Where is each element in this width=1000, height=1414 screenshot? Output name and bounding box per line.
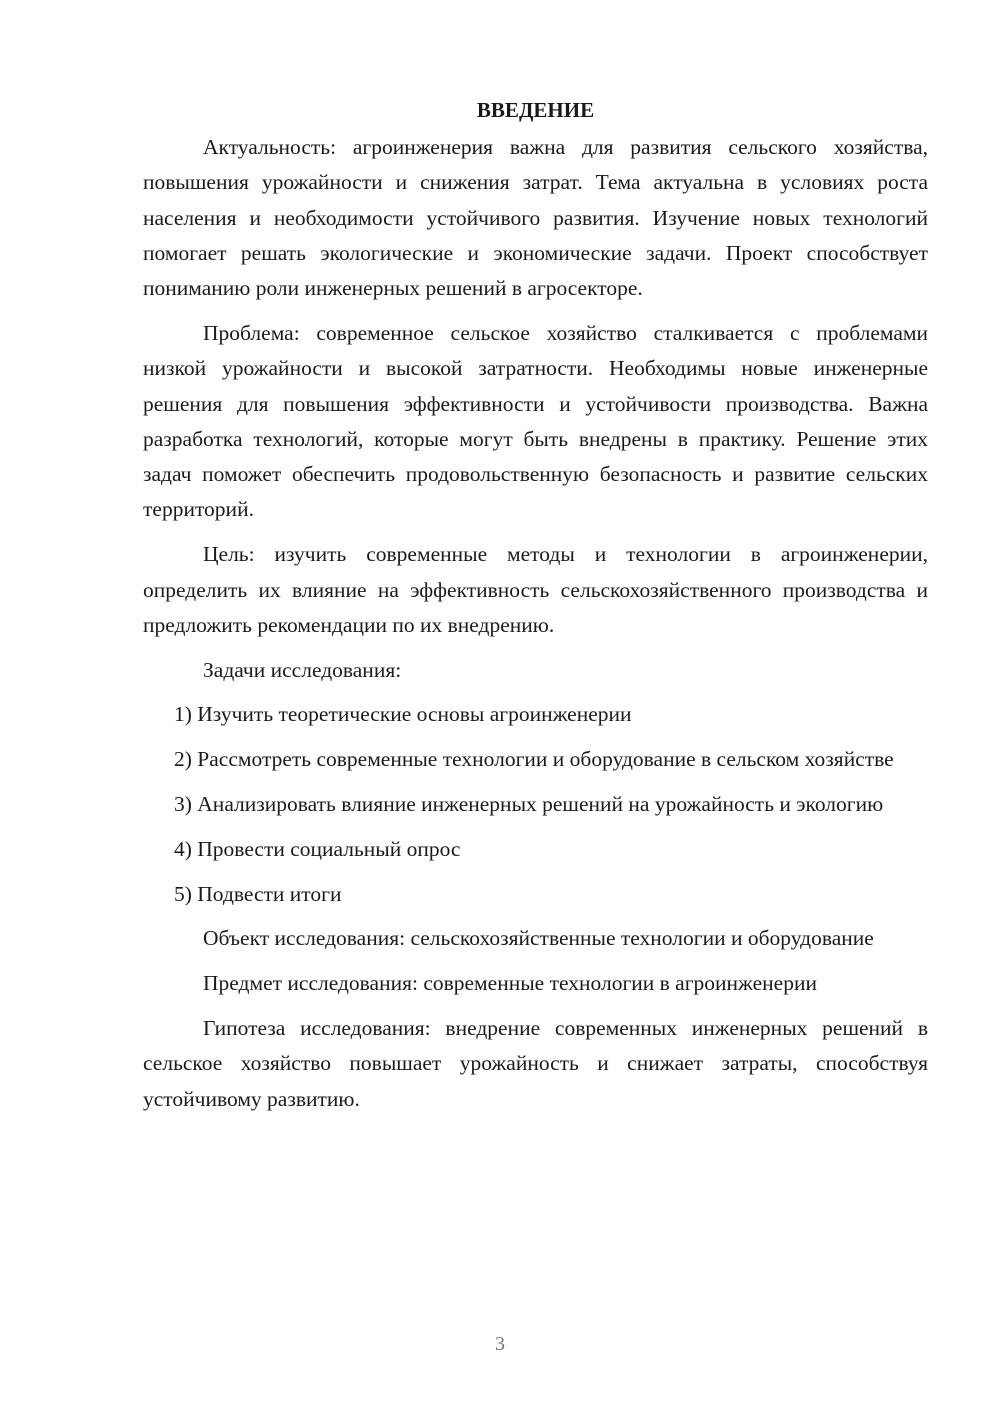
task-item-2: 2) Рассмотреть современные технологии и оборудование в сельском хозяйстве: [174, 747, 894, 772]
section-title: ВВЕДЕНИЕ: [476, 98, 595, 122]
paragraph-subject: Предмет исследования: современные технологии в агроинженерии: [203, 971, 817, 996]
task-item-4: 4) Провести социальный опрос: [174, 836, 461, 861]
paragraph-hypothesis: Гипотеза исследования: внедрение современных инженерных решений в сельское хозяйство повышает урожайность и снижает затраты, способствуя устойчивому развитию.: [143, 1016, 928, 1111]
paragraph-relevance: Актуальность: агроинженерия важна для развития сельского хозяйства, повышения урожайности и снижения затрат. Тема актуальна в условиях роста населения и необходимости устойчивого развития. Изучение новых технологий помогает решать экологические и экономические задачи. Проект способствует пониманию роли инженерных решений в агросекторе.: [143, 135, 928, 301]
paragraph-tasks-heading: Задачи исследования:: [203, 657, 402, 682]
paragraph-goal: Цель: изучить современные методы и технологии в агроинженерии, определить их влияние на эффективность сельскохозяйственного производства и предложить рекомендации по их внедрению.: [143, 542, 928, 637]
page-number: 3: [495, 1333, 505, 1355]
task-item-3: 3) Анализировать влияние инженерных решений на урожайность и экологию: [174, 792, 884, 817]
task-item-5: 5) Подвести итоги: [174, 881, 342, 906]
page-content: [143, 92, 928, 1126]
paragraph-object: Объект исследования: сельскохозяйственные технологии и оборудование: [203, 926, 874, 951]
task-item-1: 1) Изучить теоретические основы агроинженерии: [174, 702, 632, 727]
paragraph-problem: Проблема: современное сельское хозяйство сталкивается с проблемами низкой урожайности и высокой затратности. Необходимы новые инженерные решения для повышения эффективности и устойчивости производства. Важна разработка технологий, которые могут быть внедрены в практику. Решение этих задач поможет обеспечить продовольственную безопасность и развитие сельских территорий.: [143, 320, 928, 522]
